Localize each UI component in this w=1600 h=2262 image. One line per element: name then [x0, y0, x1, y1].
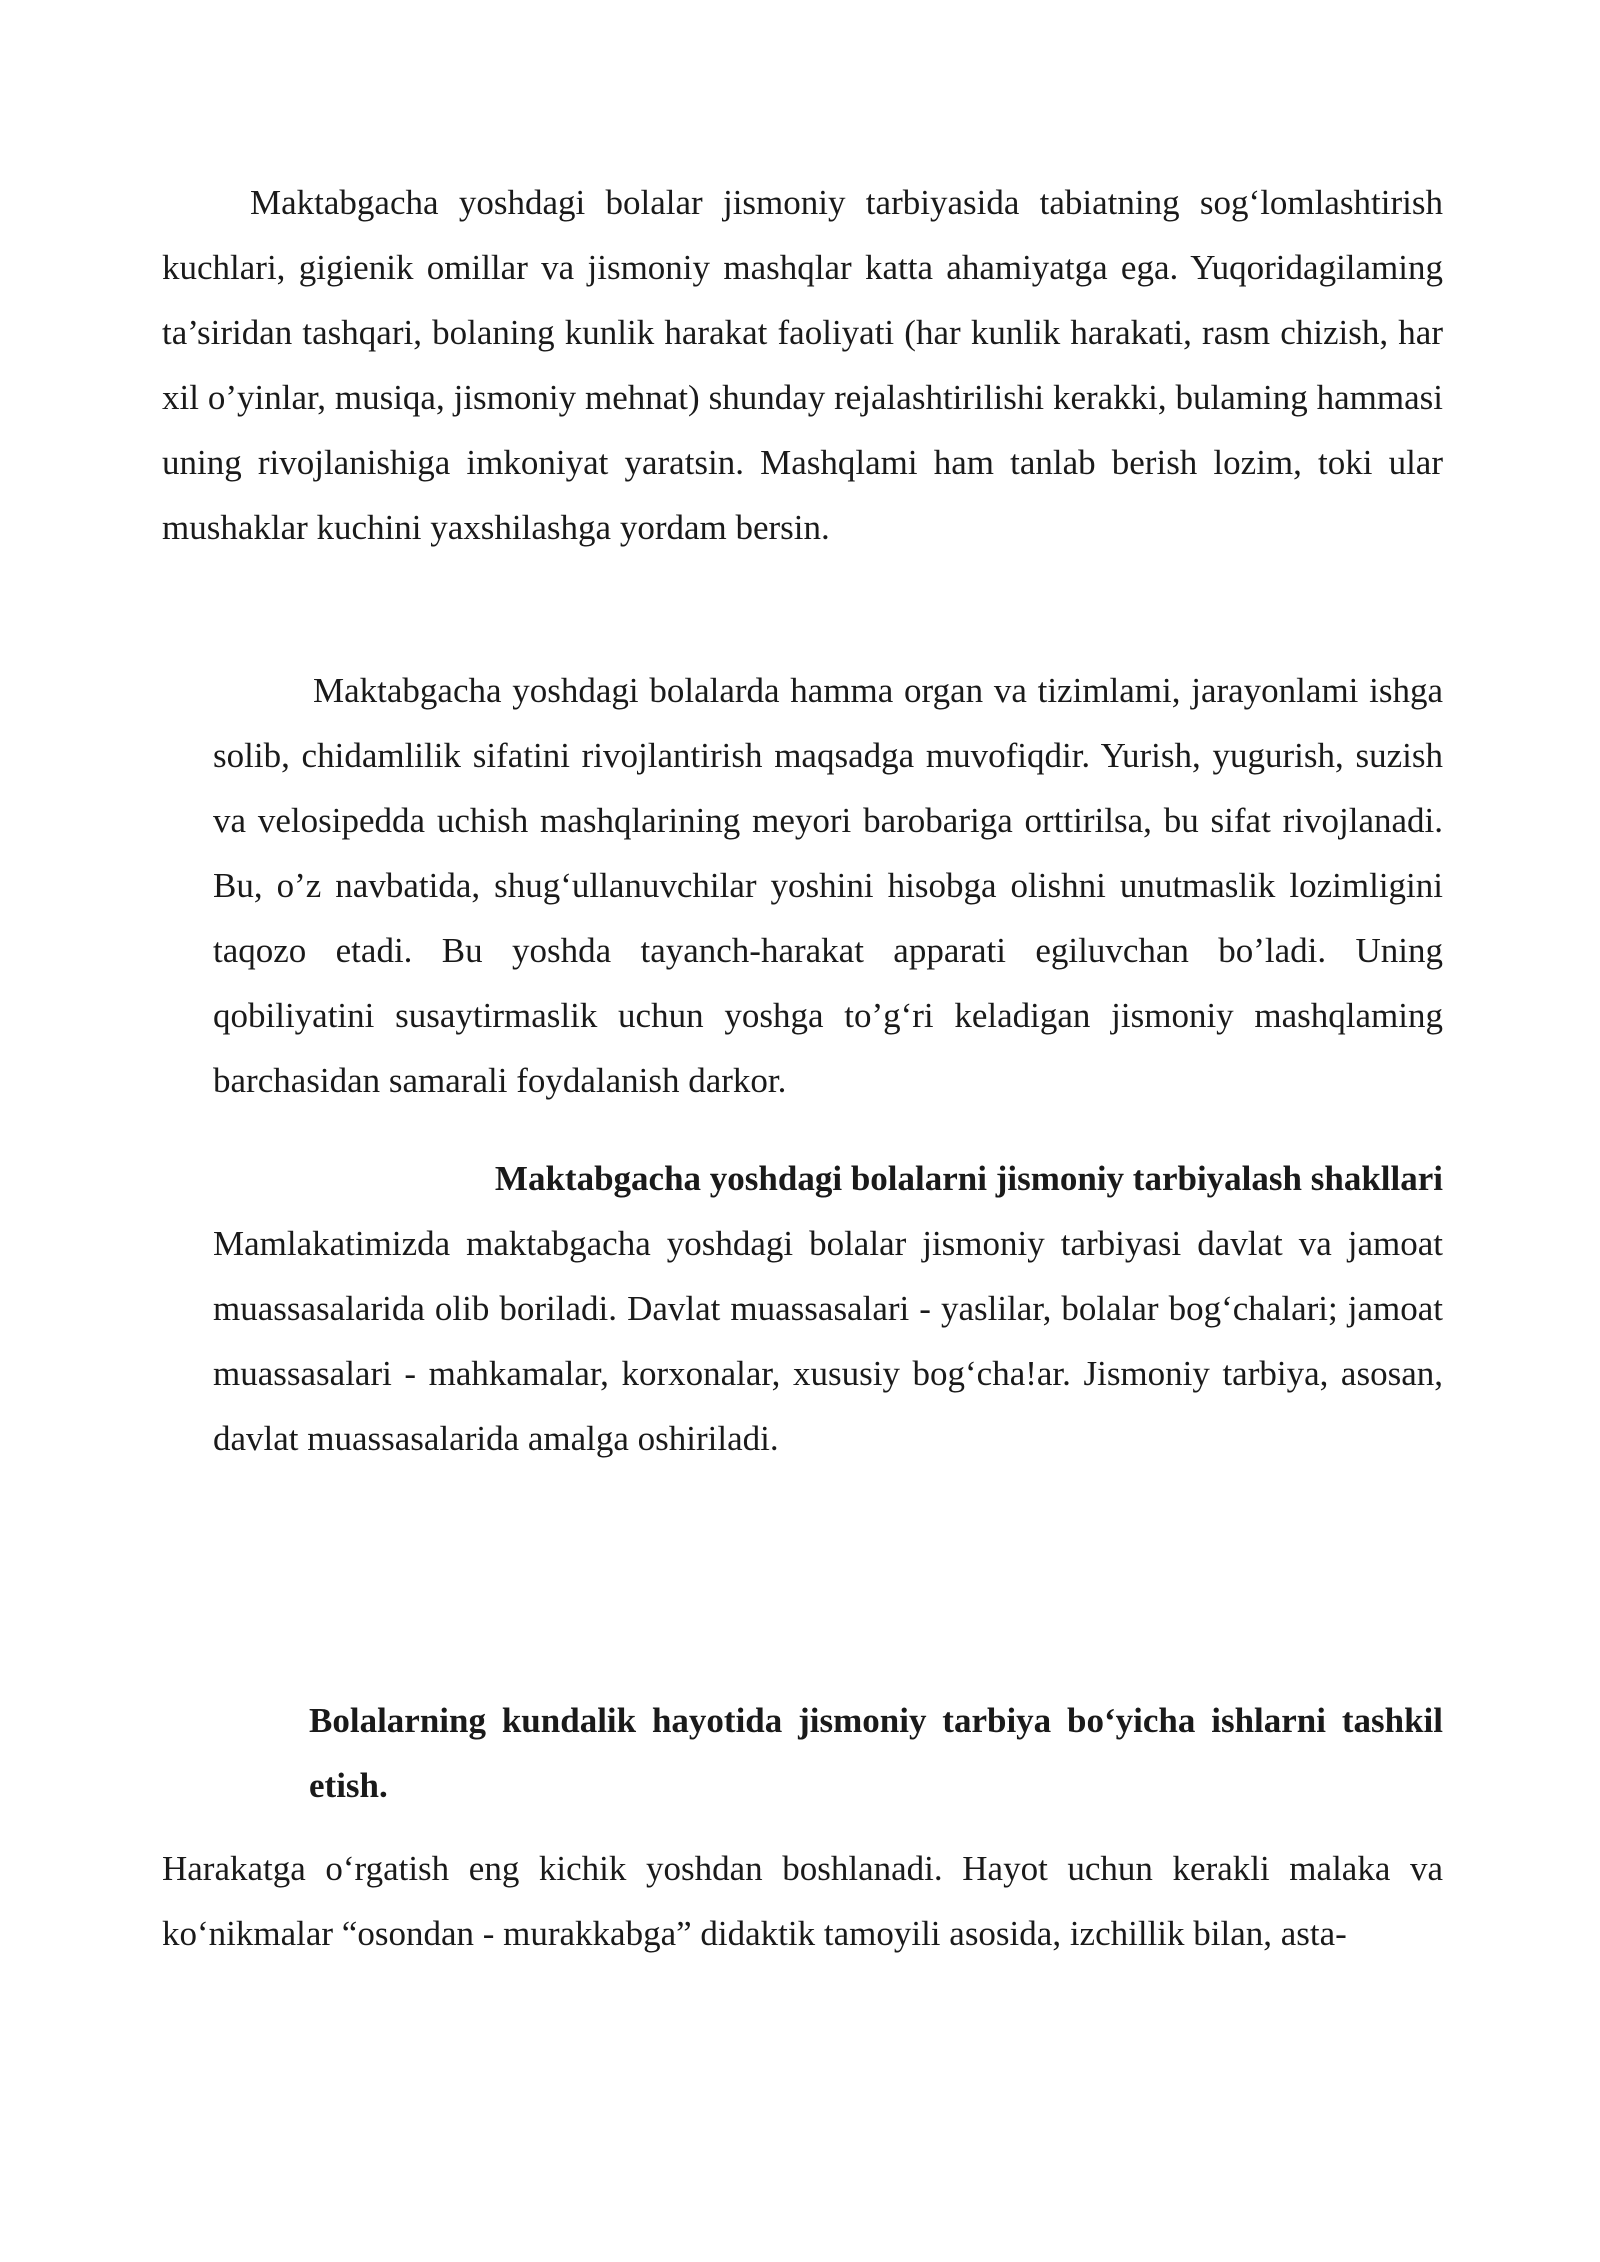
- paragraph-1: Maktabgacha yoshdagi bolalar jismoniy tarbiyasida tabiatning sog‘lomlashtirish kuchlari, gigienik omillar va jismoniy mashqlar katta ahamiyatga ega. Yuqoridagilaming ta’siridan tashqari, bolaning kunlik harakat faoliyati (har kunlik harakati, rasm chizish, har xil o’yinlar, musiqa, jismoniy mehnat) shunday rejalashtirilishi kerakki, bulaming hammasi uning rivojlanishiga imkoniyat yaratsin. Mashqlami ham tanlab berish lozim, toki ular mushaklar kuchini yaxshilashga yordam bersin.: [162, 183, 1443, 547]
- section-heading-daily-life: Bolalarning kundalik hayotida jismoniy tarbiya bo‘yicha ishlarni tashkil etish.: [309, 1701, 1443, 1805]
- paragraph-3: Mamlakatimizda maktabgacha yoshdagi bolalar jismoniy tarbiyasi davlat va jamoat muassasalarida olib boriladi. Davlat muassasalari - yaslilar, bolalar bog‘chalari; jamoat muassasalari - mahkamalar, korxonalar, xususiy bog‘cha!ar. Jismoniy tarbiya, asosan, davlat muassasalarida amalga oshiriladi.: [213, 1224, 1443, 1458]
- paragraph-2: Maktabgacha yoshdagi bolalarda hamma organ va tizimlami, jarayonlami ishga solib, chidamlilik sifatini rivojlantirish maqsadga muvofiqdir. Yurish, yugurish, suzish va velosipedda uchish mashqlarining meyori barobariga orttirilsa, bu sifat rivojlanadi. Bu, o’z navbatida, shug‘ullanuvchilar yoshini hisobga olishni unutmaslik lozimligini taqozo etadi. Bu yoshda tayanch-harakat apparati egiluvchan bo’ladi. Uning qobiliyatini susaytirmaslik uchun yoshga to’g‘ri keladigan jismoniy mashqlaming barchasidan samarali foydalanish darkor.: [213, 671, 1443, 1100]
- section-heading-forms: Maktabgacha yoshdagi bolalarni jismoniy tarbiyalash shakllari: [494, 1159, 1443, 1198]
- paragraph-4: Harakatga o‘rgatish eng kichik yoshdan boshlanadi. Hayot uchun kerakli malaka va ko‘nikmalar “osondan - murakkabga” didaktik tamoyili asosida, izchillik bilan, asta-: [162, 1849, 1443, 1953]
